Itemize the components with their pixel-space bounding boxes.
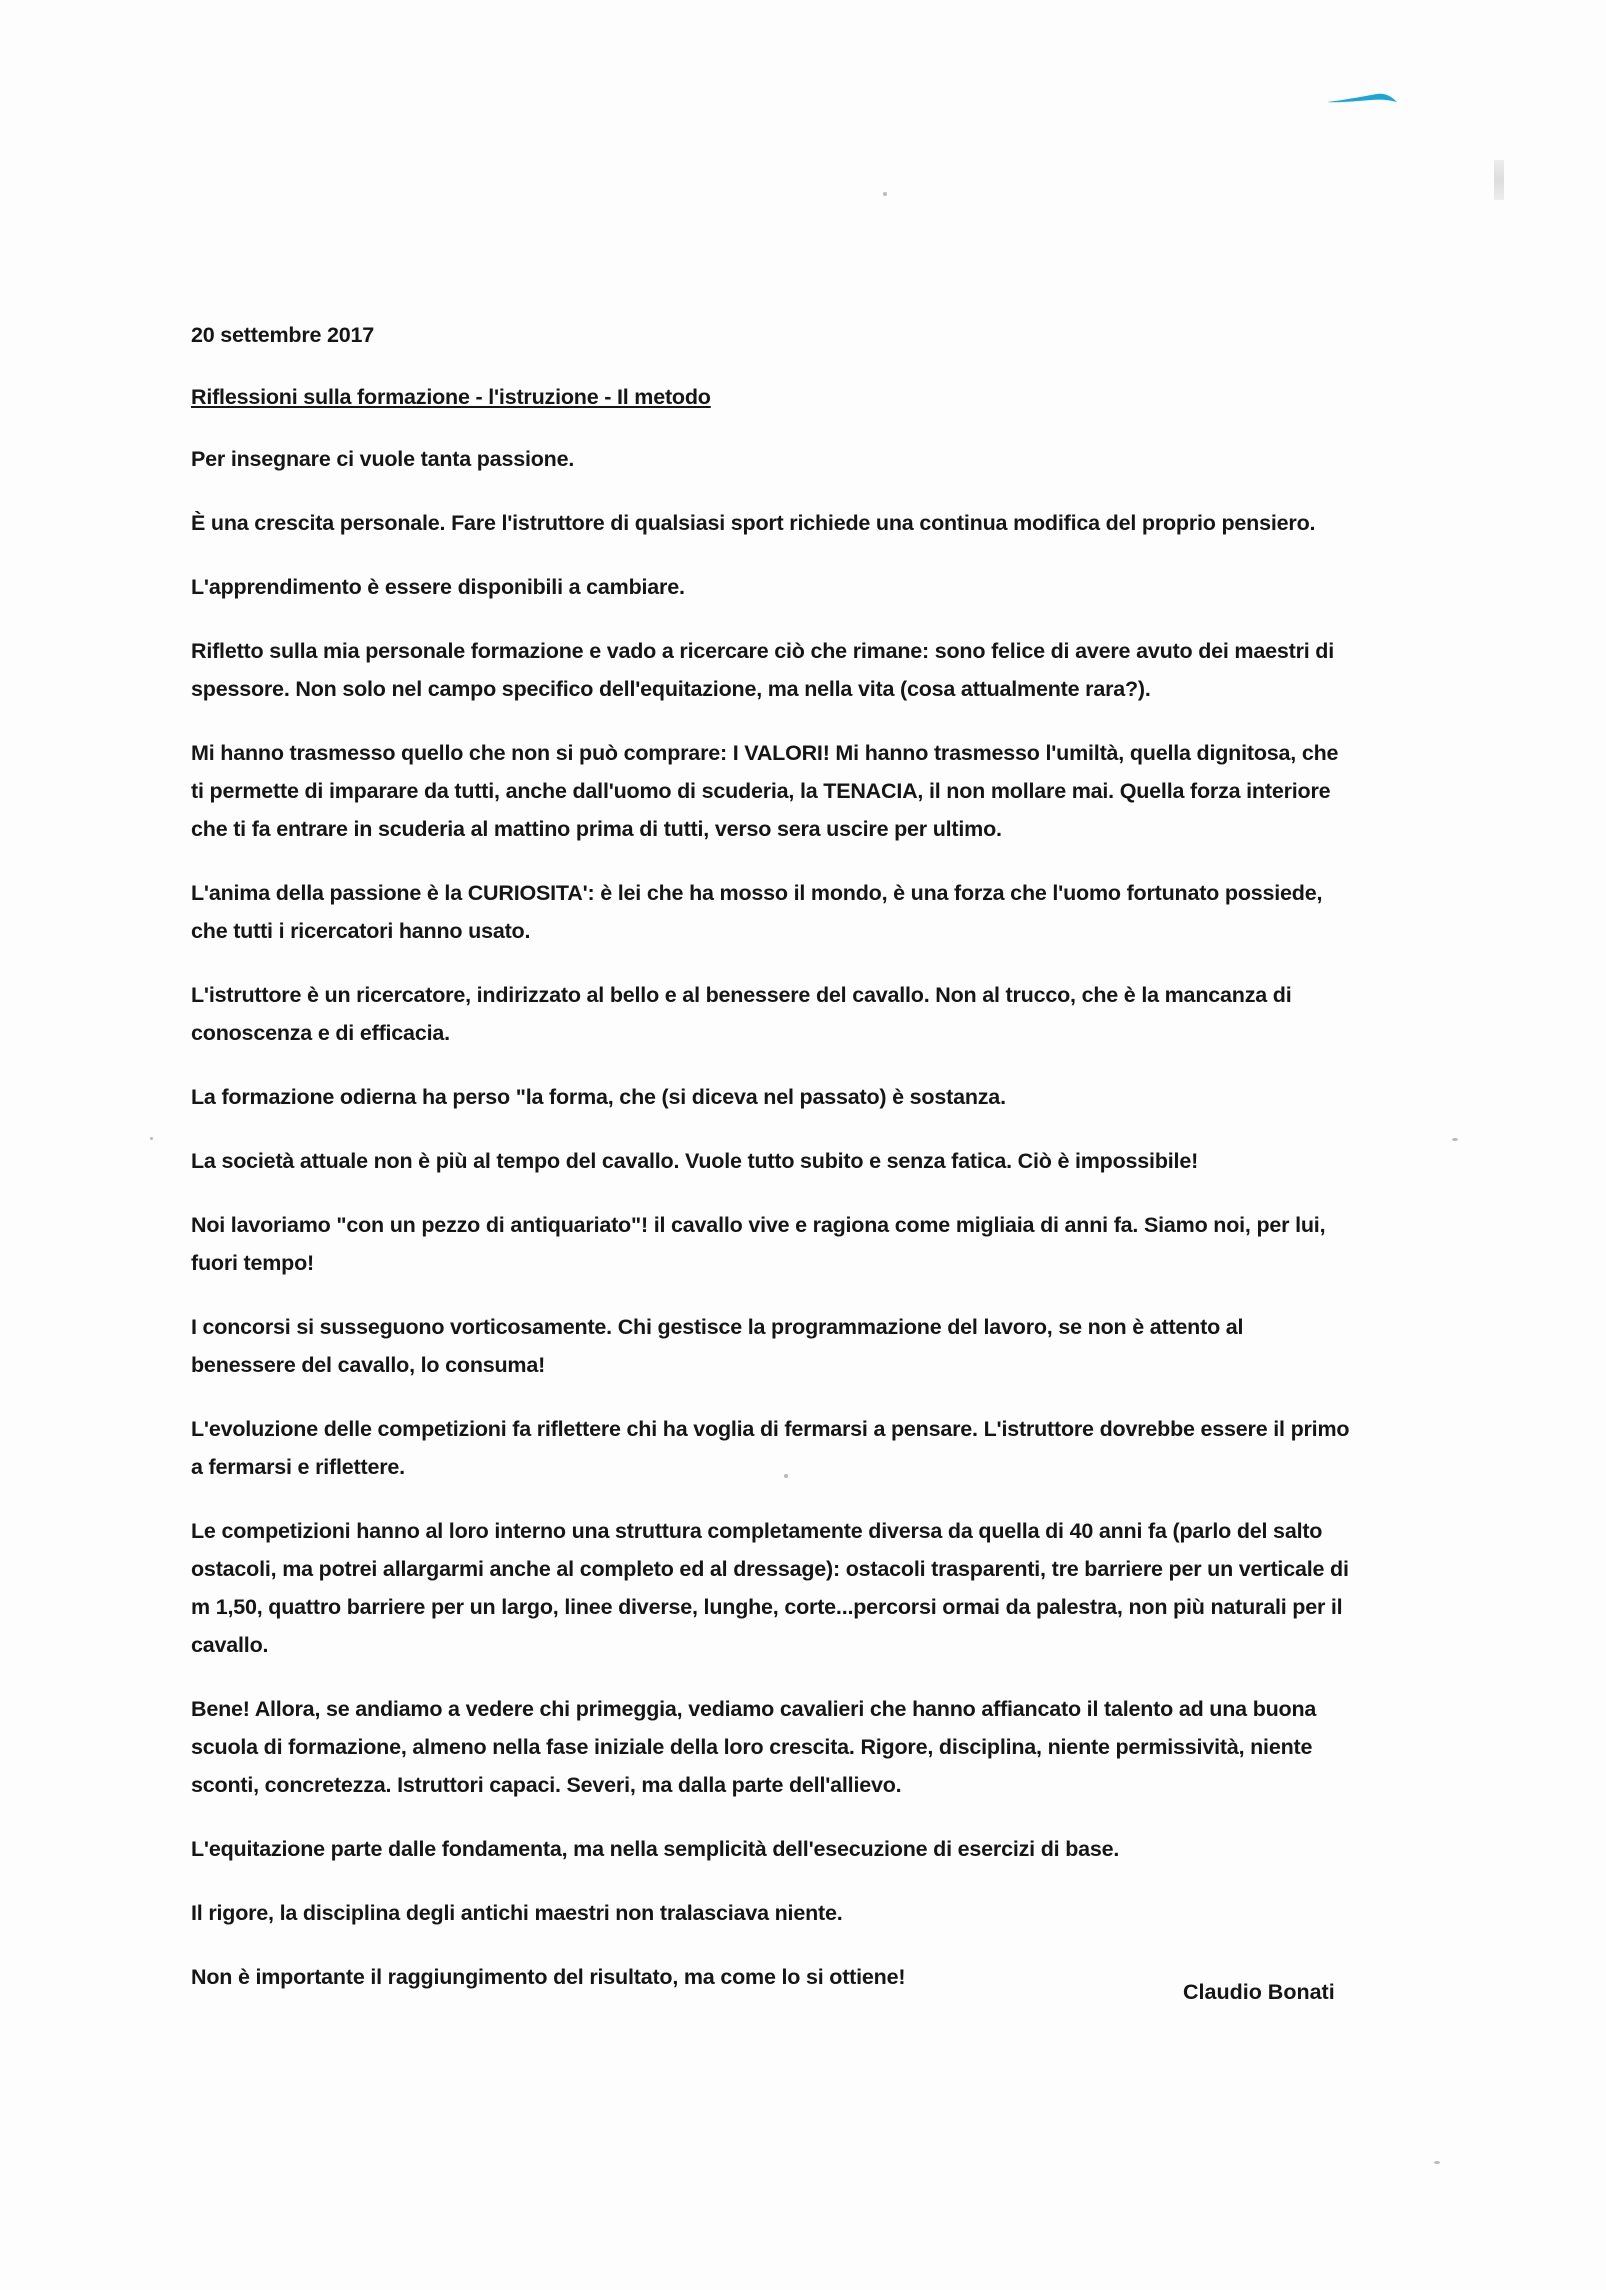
paragraph: L'equitazione parte dalle fondamenta, ma nella semplicità dell'esecuzione di esercizi di base. xyxy=(191,1837,1120,1861)
paragraph: È una crescita personale. Fare l'istruttore di qualsiasi sport richiede una continua modifica del proprio pensiero. xyxy=(191,511,1316,535)
paragraph: L'apprendimento è essere disponibili a cambiare. xyxy=(191,575,685,599)
signature: Claudio Bonati xyxy=(1183,1980,1335,2004)
paragraph: L'evoluzione delle competizioni fa riflettere chi ha voglia di fermarsi a pensare. L'istruttore dovrebbe essere il primo a fermarsi e riflettere. xyxy=(191,1417,1350,1479)
letter-date: 20 settembre 2017 xyxy=(191,323,375,347)
scan-edge-mark xyxy=(1494,160,1504,200)
paragraph: Mi hanno trasmesso quello che non si può comprare: I VALORI! Mi hanno trasmesso l'umiltà, quella dignitosa, che ti permette di imparare da tutti, anche dall'uomo di scuderia, la TENACIA, il non mollare mai. Quella forza interiore che ti fa entrare in scuderia al mattino prima di tutti, verso sera uscire per ultimo. xyxy=(191,741,1339,841)
paragraph: I concorsi si susseguono vorticosamente. Chi gestisce la programmazione del lavoro, se non è attento al benessere del cavallo, lo consuma! xyxy=(191,1315,1244,1377)
paragraph: L'istruttore è un ricercatore, indirizzato al bello e al benessere del cavallo. Non al trucco, che è la mancanza di conoscenza e di efficacia. xyxy=(191,983,1292,1045)
paragraph: L'anima della passione è la CURIOSITA': è lei che ha mosso il mondo, è una forza che l'uomo fortunato possiede, che tutti i ricercatori hanno usato. xyxy=(191,881,1323,943)
paragraph: Il rigore, la disciplina degli antichi maestri non tralasciava niente. xyxy=(191,1901,843,1925)
paragraph: Le competizioni hanno al loro interno una struttura completamente diversa da quella di 40 anni fa (parlo del salto ostacoli, ma potrei allargarmi anche al completo ed al dressage): ostacoli trasparenti, tre barriere per un verticale di m 1,50, quattro barriere per un largo, linee diverse, lunghe, corte...percorsi ormai da palestra, non più naturali per il cavallo. xyxy=(191,1519,1349,1657)
letter-title: Riflessioni sulla formazione - l'istruzione - Il metodo xyxy=(191,385,711,409)
paragraph: Bene! Allora, se andiamo a vedere chi primeggia, vediamo cavalieri che hanno affiancato il talento ad una buona scuola di formazione, almeno nella fase iniziale della loro crescita. Rigore, disciplina, niente permissività, niente sconti, concretezza. Istruttori capaci. Severi, ma dalla parte dell'allievo. xyxy=(191,1697,1317,1797)
paragraph: Rifletto sulla mia personale formazione e vado a ricercare ciò che rimane: sono felice di avere avuto dei maestri di spessore. Non solo nel campo specifico dell'equitazione, ma nella vita (cosa attualmente rara?). xyxy=(191,639,1334,701)
paragraph: La società attuale non è più al tempo del cavallo. Vuole tutto subito e senza fatica. Ciò è impossibile! xyxy=(191,1149,1199,1173)
letter-body xyxy=(191,316,1351,2022)
paragraph: Per insegnare ci vuole tanta passione. xyxy=(191,447,575,471)
pen-mark-icon xyxy=(1325,88,1405,112)
paragraph: Noi lavoriamo "con un pezzo di antiquariato"! il cavallo vive e ragiona come migliaia di anni fa. Siamo noi, per lui, fuori tempo! xyxy=(191,1213,1326,1275)
paragraph: La formazione odierna ha perso "la forma, che (si diceva nel passato) è sostanza. xyxy=(191,1085,1006,1109)
scan-speck xyxy=(150,1137,153,1140)
scan-speck xyxy=(1434,2161,1440,2164)
scan-speck xyxy=(883,192,887,196)
paragraph: Non è importante il raggiungimento del risultato, ma come lo si ottiene! xyxy=(191,1965,906,1989)
scan-speck xyxy=(1452,1138,1458,1141)
